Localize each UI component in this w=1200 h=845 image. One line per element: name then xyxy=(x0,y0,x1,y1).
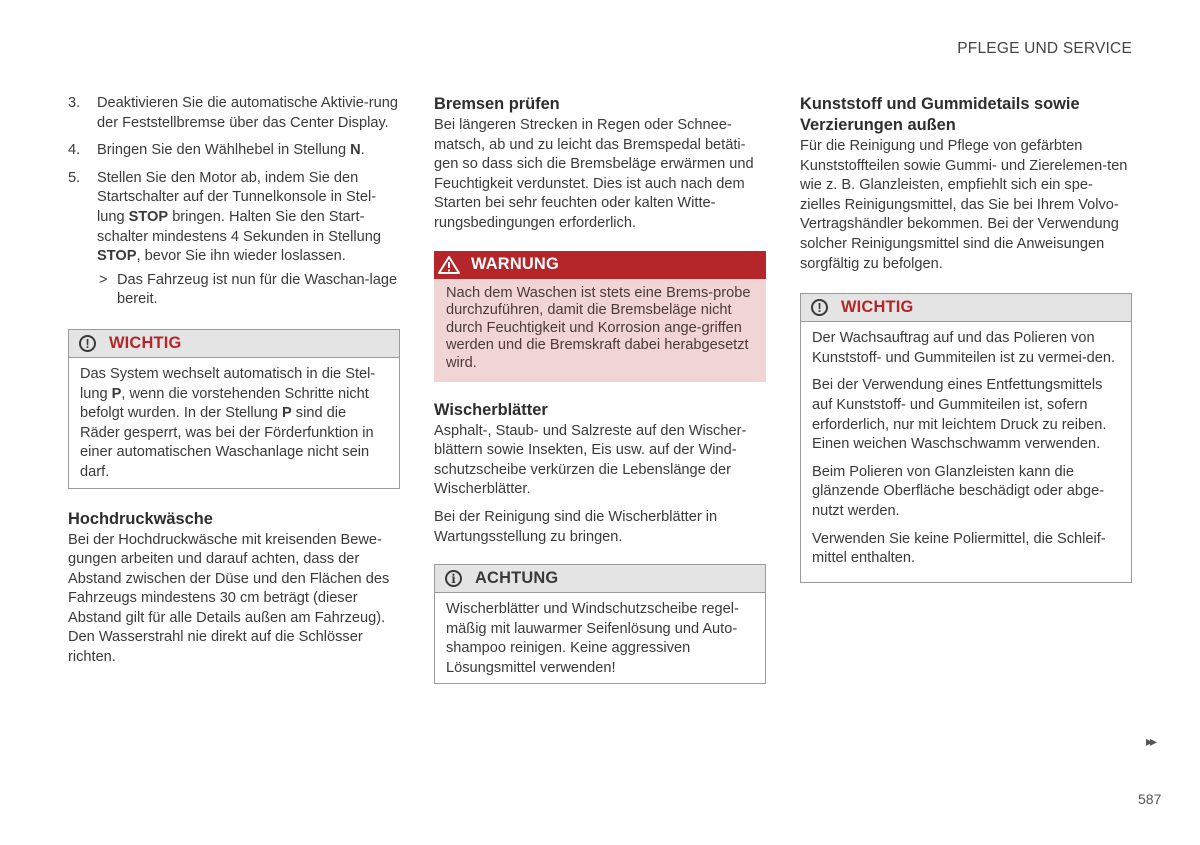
step-number: 4. xyxy=(68,142,81,159)
hochdruck-text: Bei der Hochdruckwäsche mit kreisenden Bewe-gungen arbeiten und darauf achten, dass der Abstand zwischen der Düse und den Flächen des Fahrzeugs mindestens 30 cm beträgt (dieser Abstand gilt für alle Details außen am Fahrzeug). Den Wasserstrahl nie direkt auf die Schlösser richten. xyxy=(68,531,390,666)
important-text: sind die Räder gesperrt, was bei der Förderfunktion in einer automatischen Waschanlage nicht sein darf. xyxy=(80,405,374,480)
step-text-end: . xyxy=(360,142,365,159)
important-text-1: Der Wachsauftrag auf und das Polieren von Kunststoff- und Gummiteilen ist zu vermei-den. xyxy=(812,330,1116,366)
warning-title: WARNUNG xyxy=(471,254,559,273)
gear-position: P xyxy=(282,405,292,422)
important-box xyxy=(800,293,1132,583)
step-list xyxy=(68,94,400,310)
kunststoff-heading: Kunststoff und Gummidetails sowie Verzierungen außen xyxy=(800,95,1080,134)
step-text: bringen. Halten Sie den Start-schalter mindestens 4 Sekunden in Stellung xyxy=(97,208,381,245)
step-5 xyxy=(68,169,400,310)
step-text: Stellen Sie den Motor ab, indem Sie den Startschalter auf der Tunnelkonsole in Stel-lung xyxy=(97,169,377,225)
wischer-text-1: Asphalt-, Staub- und Salzreste auf den Wischer-blättern sowie Insekten, Eis usw. auf der Wind-schutzscheibe verkürzen die Lebenslänge der Wischerblätter. xyxy=(434,422,747,498)
important-body xyxy=(801,322,1131,582)
important-text-2: Bei der Verwendung eines Entfettungsmittels auf Kunststoff- und Gummiteilen ist, sofern erforderlich, nur mit leichtem Druck zu reiben. Einen weichen Waschschwamm verwenden. xyxy=(812,377,1107,453)
step-3 xyxy=(68,94,400,133)
hochdruck-heading: Hochdruckwäsche xyxy=(68,509,213,528)
warning-box xyxy=(434,251,766,382)
switch-position: STOP xyxy=(128,208,169,225)
result-text: Das Fahrzeug ist nun für die Waschan-lage bereit. xyxy=(117,271,398,308)
bremsen-text: Bei längeren Strecken in Regen oder Schnee-matsch, ab und zu leicht das Bremspedal betäti-gen so dass sich die Bremsbeläge erwärmen und Feuchtigkeit verdunstet. Dies ist auch nach dem Starten bei sehr feuchten oder kalten Witte-rungsbedingungen erforderlich. xyxy=(434,117,754,231)
important-box-header xyxy=(801,294,1131,322)
warning-triangle-icon xyxy=(437,255,461,275)
step-result xyxy=(97,271,400,310)
column-middle xyxy=(434,94,766,702)
double-arrow-right-icon: ▸▸ xyxy=(1146,733,1155,749)
important-box xyxy=(68,329,400,489)
bremsen-heading: Bremsen prüfen xyxy=(434,95,560,113)
notice-title: ACHTUNG xyxy=(475,568,559,587)
page-number: 587 xyxy=(1138,791,1162,807)
switch-position: STOP xyxy=(97,248,137,265)
notice-text: Wischerblätter und Windschutzscheibe regel-mäßig mit lauwarmer Seifenlösung und Auto-shampoo reinigen. Keine aggressiven Lösungsmittel verwenden! xyxy=(446,601,739,676)
important-text: Das System wechselt automatisch in die Stel-lung xyxy=(80,365,376,402)
important-text-4: Verwenden Sie keine Poliermittel, die Schleif-mittel enthalten. xyxy=(812,530,1106,567)
exclamation-circle-icon: ! xyxy=(79,335,96,352)
important-text: , wenn die vorstehenden Schritte nicht befolgt wurden. In der Stellung xyxy=(80,385,369,422)
important-title: WICHTIG xyxy=(841,297,914,316)
important-body xyxy=(69,358,399,488)
important-title: WICHTIG xyxy=(109,333,182,352)
wischer-heading: Wischerblätter xyxy=(434,400,548,419)
kunststoff-text: Für die Reinigung und Pflege von gefärbten Kunststoffteilen sowie Gummi- und Zierelemen-ten wie z. B. Glanzleisten, empfiehlt sich ein spe-zielles Reinigungsmittel, das Sie bei Ihrem Volvo-Vertragshändler bekommen. Bei der Verwendung solcher Reinigungsmittel sind die Anweisungen sorgfältig zu befolgen. xyxy=(800,138,1128,272)
result-arrow-icon: > xyxy=(99,271,108,288)
step-text: Bringen Sie den Wählhebel in Stellung xyxy=(97,142,351,159)
wischer-text-2: Bei der Reinigung sind die Wischerblätter in Wartungsstellung zu bringen. xyxy=(434,508,718,545)
notice-box-header xyxy=(435,565,765,593)
section-title: PFLEGE UND SERVICE xyxy=(957,40,1132,57)
column-left xyxy=(68,94,400,676)
important-text-3: Beim Polieren von Glanzleisten kann die glänzende Oberfläche beschädigt oder abge-nutzt werden. xyxy=(812,463,1105,519)
important-box-header xyxy=(69,330,399,358)
warning-text: Nach dem Waschen ist stets eine Brems-probe durchzuführen, damit die Bremsbeläge nicht durch Feuchtigkeit und Korrosion ange-griffen werden und die Bremskraft dabei herabgesetzt wird. xyxy=(434,279,766,382)
step-text: Deaktivieren Sie die automatische Aktivie-rung der Feststellbremse über das Center Display. xyxy=(97,95,398,131)
notice-box xyxy=(434,564,766,684)
warning-box-header xyxy=(434,251,766,279)
gear-position: N xyxy=(350,142,361,159)
column-right xyxy=(800,94,1132,601)
step-number: 3. xyxy=(68,95,81,111)
step-text: , bevor Sie ihn wieder loslassen. xyxy=(136,248,346,265)
step-number: 5. xyxy=(68,169,81,186)
step-4 xyxy=(68,141,400,161)
info-circle-icon: i xyxy=(445,570,462,587)
gear-position: P xyxy=(111,385,122,402)
exclamation-circle-icon: ! xyxy=(811,299,828,316)
